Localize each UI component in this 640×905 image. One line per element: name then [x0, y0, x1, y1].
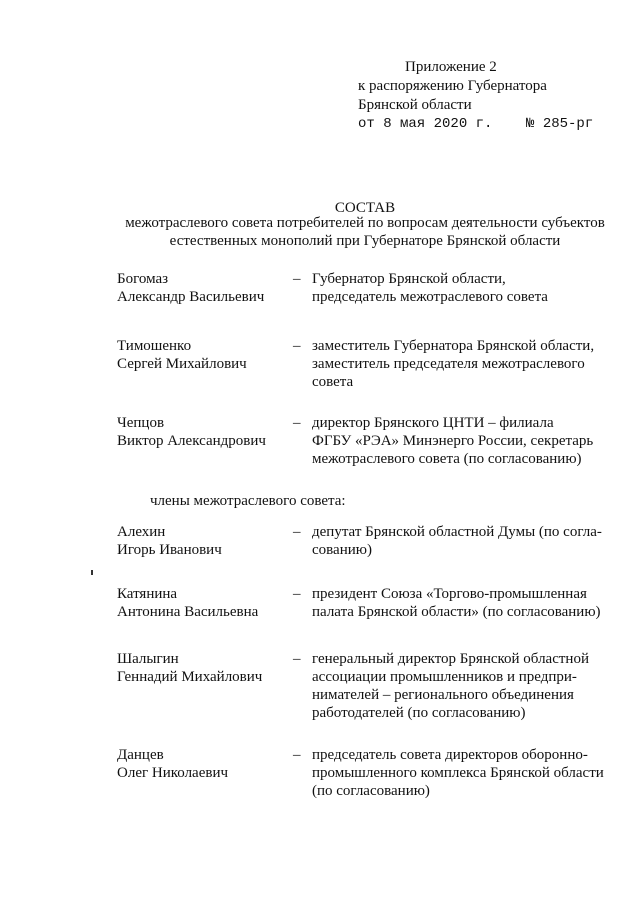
role-line: сованию) [312, 542, 372, 558]
separator-dash: – [293, 651, 301, 667]
appendix-header [358, 58, 593, 134]
member-surname: Тимошенко [117, 338, 192, 354]
member-surname: Данцев [117, 747, 164, 763]
members-section-label: члены межотраслевого совета: [150, 493, 346, 509]
role-line: председатель межотраслевого совета [312, 289, 548, 305]
member-surname: Алехин [117, 524, 166, 540]
member-role [312, 746, 612, 800]
scan-speck [91, 570, 93, 575]
separator-dash: – [293, 415, 301, 431]
separator-dash: – [293, 586, 301, 602]
member-surname: Шалыгин [117, 651, 179, 667]
subtitle-line: естественных монополий при Губернаторе Брянской области [169, 233, 561, 249]
member-name [117, 523, 292, 559]
role-line: нимателей – регионального объединения [312, 687, 574, 703]
member-name [117, 650, 292, 686]
member-name [117, 414, 292, 450]
document-title: СОСТАВ [334, 200, 396, 216]
separator-dash: – [293, 271, 301, 287]
document-subtitle [100, 214, 630, 250]
member-role [312, 650, 612, 722]
separator-dash: – [293, 747, 301, 763]
role-line: депутат Брянской областной Думы (по согла- [312, 524, 602, 540]
member-role [312, 337, 612, 391]
appendix-region-line: Брянской области [358, 97, 472, 113]
member-surname: Чепцов [117, 415, 165, 431]
role-line: президент Союза «Торгово-промышленная [312, 586, 587, 602]
member-role [312, 523, 612, 559]
appendix-date-number: от 8 мая 2020 г. № 285-рг [358, 116, 594, 132]
member-given-names: Антонина Васильевна [117, 604, 259, 620]
role-line: совета [312, 374, 354, 390]
member-surname: Богомаз [117, 271, 169, 287]
member-given-names: Олег Николаевич [117, 765, 229, 781]
role-line: заместитель Губернатора Брянской области, [312, 338, 595, 354]
member-given-names: Игорь Иванович [117, 542, 222, 558]
member-given-names: Виктор Александрович [117, 433, 266, 449]
role-line: работодателей (по согласованию) [312, 705, 526, 721]
member-given-names: Сергей Михайлович [117, 356, 247, 372]
member-name [117, 746, 292, 782]
role-line: заместитель председателя межотраслевого [312, 356, 585, 372]
member-name [117, 270, 292, 306]
member-name [117, 337, 292, 373]
member-role [312, 414, 612, 468]
role-line: Губернатор Брянской области, [312, 271, 506, 287]
member-given-names: Александр Васильевич [117, 289, 265, 305]
role-line: председатель совета директоров оборонно- [312, 747, 588, 763]
member-name [117, 585, 292, 621]
appendix-order-line: к распоряжению Губернатора [358, 78, 547, 94]
role-line: ФГБУ «РЭА» Минэнерго России, секретарь [312, 433, 594, 449]
role-line: палата Брянской области» (по согласованию) [312, 604, 601, 620]
appendix-number: Приложение 2 [405, 59, 497, 75]
role-line: промышленного комплекса Брянской области [312, 765, 604, 781]
member-role [312, 585, 612, 621]
role-line: генеральный директор Брянской областной [312, 651, 589, 667]
separator-dash: – [293, 338, 301, 354]
member-surname: Катянина [117, 586, 178, 602]
role-line: директор Брянского ЦНТИ – филиала [312, 415, 554, 431]
role-line: межотраслевого совета (по согласованию) [312, 451, 582, 467]
subtitle-line: межотраслевого совета потребителей по вопросам деятельности субъектов [125, 215, 605, 231]
role-line: ассоциации промышленников и предпри- [312, 669, 577, 685]
member-given-names: Геннадий Михайлович [117, 669, 263, 685]
role-line: (по согласованию) [312, 783, 430, 799]
member-role [312, 270, 612, 306]
separator-dash: – [293, 524, 301, 540]
